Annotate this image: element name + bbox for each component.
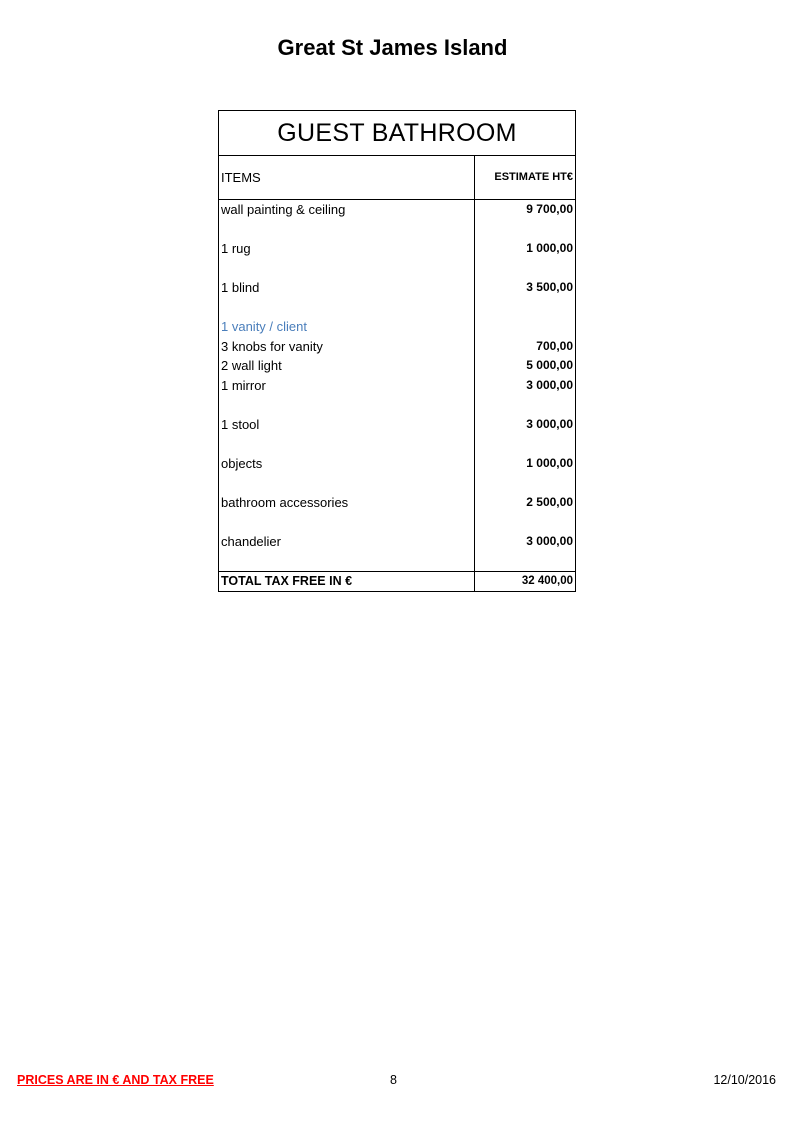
table-row (219, 493, 575, 513)
item-cell: 1 vanity / client (221, 319, 307, 334)
estimate-cell: 1 000,00 (474, 239, 575, 259)
estimate-column-header: ESTIMATE HT€ (474, 156, 575, 199)
item-cell: objects (221, 455, 263, 471)
item-cell: wall painting & ceiling (221, 202, 346, 217)
page-title: Great St James Island (277, 35, 508, 60)
item-cell (219, 259, 474, 279)
footer-date: 12/10/2016 (713, 1073, 776, 1087)
estimate-cell (474, 395, 575, 415)
estimate-cell: 2 500,00 (474, 493, 575, 513)
item-cell (219, 473, 474, 493)
estimate-cell (474, 551, 575, 571)
table-row (219, 512, 575, 532)
estimate-cell (474, 473, 575, 493)
item-cell: 1 blind (221, 280, 260, 295)
estimate-cell: 3 500,00 (474, 278, 575, 298)
item-cell (219, 551, 474, 571)
item-cell (219, 434, 474, 454)
estimate-cell: 5 000,00 (474, 356, 575, 376)
table-row (219, 454, 575, 474)
table-row (219, 298, 575, 318)
item-cell: 1 rug (221, 241, 251, 256)
table-row (219, 532, 575, 552)
estimate-cell: 9 700,00 (474, 200, 575, 220)
table-row (219, 200, 575, 220)
table-row (219, 337, 575, 357)
estimate-cell (474, 317, 575, 337)
table-row (219, 473, 575, 493)
estimate-cell (474, 259, 575, 279)
table-row (219, 356, 575, 376)
item-cell (219, 512, 474, 532)
footer-price-notice: PRICES ARE IN € AND TAX FREE (17, 1073, 214, 1087)
total-row (219, 571, 575, 591)
total-value: 32 400,00 (474, 572, 575, 591)
table-row (219, 415, 575, 435)
table-row (219, 317, 575, 337)
table-row (219, 395, 575, 415)
table-row (219, 259, 575, 279)
section-title: GUEST BATHROOM (219, 111, 575, 156)
item-cell: 3 knobs for vanity (221, 338, 323, 354)
item-cell (219, 298, 474, 318)
table-row (219, 551, 575, 571)
estimate-cell: 3 000,00 (474, 532, 575, 552)
item-cell: 1 stool (221, 416, 260, 432)
items-column-header: ITEMS (221, 170, 261, 185)
total-label: TOTAL TAX FREE IN € (221, 573, 353, 588)
table-body (219, 200, 575, 571)
estimate-cell (474, 298, 575, 318)
estimate-cell: 3 000,00 (474, 376, 575, 396)
estimate-cell: 3 000,00 (474, 415, 575, 435)
table-row (219, 376, 575, 396)
estimate-cell (474, 220, 575, 240)
estimate-table (218, 110, 576, 592)
table-row (219, 220, 575, 240)
item-cell (219, 395, 474, 415)
estimate-cell: 700,00 (474, 337, 575, 357)
item-cell (219, 220, 474, 240)
item-cell: chandelier (221, 533, 281, 549)
table-header-row (219, 156, 575, 200)
item-cell: bathroom accessories (221, 494, 349, 510)
item-cell: 1 mirror (221, 377, 266, 393)
table-row (219, 239, 575, 259)
item-cell: 2 wall light (221, 358, 282, 373)
estimate-cell (474, 434, 575, 454)
estimate-cell: 1 000,00 (474, 454, 575, 474)
table-row (219, 278, 575, 298)
table-row (219, 434, 575, 454)
estimate-cell (474, 512, 575, 532)
footer-page-number: 8 (390, 1073, 397, 1087)
